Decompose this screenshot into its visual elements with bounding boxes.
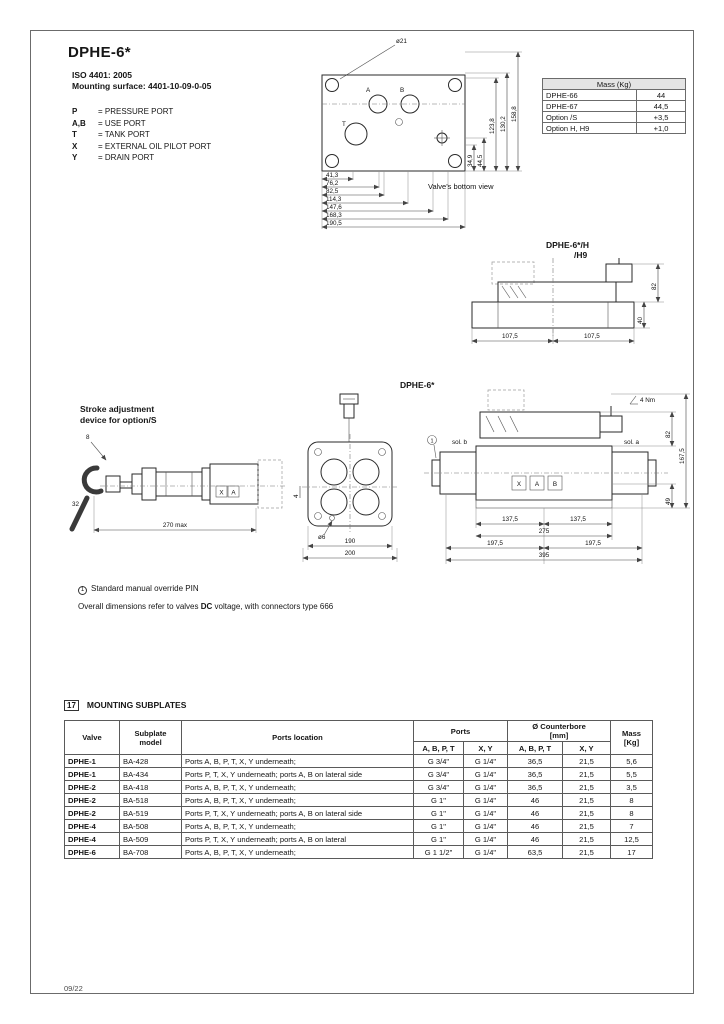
cell: DPHE-1	[65, 768, 120, 781]
col-valve: Valve	[65, 721, 120, 755]
table-row	[65, 781, 653, 794]
cell: G 1 1/2"	[414, 846, 464, 859]
cell: 17	[611, 846, 653, 859]
ports-legend	[72, 106, 211, 164]
cell: G 1/4"	[464, 833, 508, 846]
dim-label: 158,8	[511, 106, 518, 122]
stroke-title-line1: Stroke adjustment	[80, 404, 155, 414]
port-desc: = USE PORT	[98, 118, 146, 128]
cell: 21,5	[563, 820, 611, 833]
dim-label: 40	[637, 316, 644, 324]
dim-label: 82,5	[326, 188, 339, 195]
cell: DPHE-4	[65, 820, 120, 833]
cell: 3,5	[611, 781, 653, 794]
h-version-line1: DPHE-6*/H	[546, 240, 589, 250]
cell: 63,5	[508, 846, 563, 859]
cell: Ports P, T, X, Y underneath; ports A, B on lateral side	[182, 768, 414, 781]
port-code: P	[72, 107, 78, 116]
cell: G 3/4"	[414, 768, 464, 781]
solenoid-b-label: sol. b	[452, 439, 468, 446]
note-text: Overall dimensions refer to valves	[78, 602, 201, 611]
cell: 21,5	[563, 846, 611, 859]
col-subplate: Subplate model	[120, 721, 182, 755]
cell: BA-508	[120, 820, 182, 833]
cell: DPHE-6	[65, 846, 120, 859]
cell: 7	[611, 820, 653, 833]
table-header-row	[65, 721, 653, 742]
cell: 46	[508, 794, 563, 807]
col-xy: X, Y	[563, 742, 611, 755]
port-label: B	[552, 481, 558, 488]
legend-item	[72, 141, 211, 153]
dim-label: ø6	[318, 534, 326, 541]
note-override	[78, 584, 199, 595]
cell: G 1"	[414, 794, 464, 807]
cell: BA-418	[120, 781, 182, 794]
cell: Ports A, B, P, T, X, Y underneath;	[182, 755, 414, 768]
port-code: X	[72, 141, 78, 151]
cell: G 1/4"	[464, 807, 508, 820]
dim-label: 137,5	[502, 516, 518, 523]
dim-label: 107,5	[584, 333, 600, 340]
main-drawing-label: DPHE-6*	[400, 380, 435, 390]
front-view-drawing	[288, 390, 418, 568]
cell: DPHE-4	[65, 833, 120, 846]
dim-label: 275	[538, 528, 550, 535]
cell: G 3/4"	[414, 781, 464, 794]
cell: 36,5	[508, 781, 563, 794]
cell: 8	[611, 807, 653, 820]
cell: BA-434	[120, 768, 182, 781]
mounting-surface: Mounting surface: 4401-10-09-0-05	[72, 81, 212, 91]
cell: 46	[508, 820, 563, 833]
dim-label: 147,6	[326, 204, 342, 211]
dim-label: 123,8	[489, 118, 496, 134]
table-row	[543, 123, 686, 134]
col-abpt: A, B, P, T	[414, 742, 464, 755]
dim-label: 130,2	[500, 116, 507, 132]
note-marker: 1	[78, 586, 87, 595]
stroke-device-drawing	[70, 430, 290, 548]
note-text: Standard manual override PIN	[91, 584, 199, 593]
cell: Ports A, B, P, T, X, Y underneath;	[182, 794, 414, 807]
cell: Option /S	[543, 112, 637, 123]
dim-label: 107,5	[502, 333, 518, 340]
dim-label: 44,5	[477, 154, 484, 167]
section-title: MOUNTING SUBPLATES	[86, 700, 187, 710]
note-text: voltage, with connectors type 666	[212, 602, 334, 611]
port-desc: = TANK PORT	[98, 130, 150, 139]
legend-item	[72, 152, 211, 164]
cell: DPHE-67	[543, 101, 637, 112]
cell: 46	[508, 807, 563, 820]
table-row	[543, 79, 686, 90]
section-number: 17	[64, 700, 79, 711]
table-row	[65, 833, 653, 846]
port-label: A	[366, 87, 371, 94]
cell: Ports P, T, X, Y underneath; ports A, B on lateral side	[182, 807, 414, 820]
legend-item	[72, 118, 211, 130]
port-label: A	[231, 489, 236, 497]
cell: G 1/4"	[464, 768, 508, 781]
cell: BA-428	[120, 755, 182, 768]
cell: 21,5	[563, 833, 611, 846]
cell: 21,5	[563, 781, 611, 794]
cell: BA-708	[120, 846, 182, 859]
dim-label: 395	[538, 552, 550, 559]
h-version-drawing	[458, 256, 688, 374]
bottom-view-caption: Valve's bottom view	[428, 182, 494, 191]
cell: 21,5	[563, 794, 611, 807]
dim-label: 137,5	[570, 516, 586, 523]
port-desc: = PRESSURE PORT	[98, 107, 174, 116]
note-dimensions	[78, 602, 333, 611]
table-row	[65, 807, 653, 820]
dim-label: 76,2	[326, 180, 339, 187]
legend-item	[72, 106, 211, 118]
dim-label: 197,5	[585, 540, 601, 547]
cell: 21,5	[563, 807, 611, 820]
table-row	[543, 90, 686, 101]
port-code: Y	[72, 153, 78, 162]
col-ports-location: Ports location	[182, 721, 414, 755]
cell: G 1/4"	[464, 755, 508, 768]
cell: 5,6	[611, 755, 653, 768]
cell: 8	[611, 794, 653, 807]
cell: Ports A, B, P, T, X, Y underneath;	[182, 820, 414, 833]
table-row	[65, 794, 653, 807]
col-counterbore: Ø Counterbore [mm]	[508, 721, 611, 742]
table-row	[543, 112, 686, 123]
cell: 44,5	[637, 101, 686, 112]
legend-item	[72, 129, 211, 141]
cell: G 1"	[414, 833, 464, 846]
cell: G 1/4"	[464, 781, 508, 794]
cell: 46	[508, 833, 563, 846]
port-label: X	[219, 489, 224, 497]
dim-label: 82	[651, 282, 658, 290]
cell: BA-518	[120, 794, 182, 807]
cell: G 1"	[414, 807, 464, 820]
cell: DPHE-2	[65, 807, 120, 820]
cell: Ports A, B, P, T, X, Y underneath;	[182, 846, 414, 859]
cell: 21,5	[563, 755, 611, 768]
port-desc: = EXTERNAL OIL PILOT PORT	[98, 141, 212, 151]
cell: 5,5	[611, 768, 653, 781]
cell: G 1/4"	[464, 820, 508, 833]
cell: G 1/4"	[464, 846, 508, 859]
stroke-device-title	[80, 404, 157, 426]
port-label: T	[342, 121, 346, 128]
table-row	[65, 846, 653, 859]
port-code: A,B	[72, 118, 86, 128]
cell: 12,5	[611, 833, 653, 846]
solenoid-a-label: sol. a	[624, 439, 640, 446]
dim-label: 114,3	[326, 196, 342, 203]
table-row	[65, 820, 653, 833]
cell: G 3/4"	[414, 755, 464, 768]
table-row	[65, 768, 653, 781]
col-mass: Mass [Kg]	[611, 721, 653, 755]
cell: Ports P, T, X, Y underneath; ports A, B on lateral	[182, 833, 414, 846]
table-row	[65, 755, 653, 768]
cell: +3,5	[637, 112, 686, 123]
cell: 36,5	[508, 755, 563, 768]
cell: 44	[637, 90, 686, 101]
stroke-title-line2: device for option/S	[80, 415, 157, 425]
dim-label: 34,9	[467, 154, 474, 167]
port-code: T	[72, 130, 77, 139]
dim-label: 4	[293, 494, 300, 498]
cell: DPHE-66	[543, 90, 637, 101]
port-desc: = DRAIN PORT	[98, 153, 155, 162]
dim-label: 190	[344, 538, 356, 545]
mass-table	[542, 78, 686, 134]
dim-label: 197,5	[487, 540, 503, 547]
page-title: DPHE-6*	[68, 44, 131, 61]
cell: DPHE-2	[65, 781, 120, 794]
cell: BA-509	[120, 833, 182, 846]
h-version-line2: /H9	[574, 250, 588, 260]
dim-label: 168,3	[326, 212, 342, 219]
cell: DPHE-1	[65, 755, 120, 768]
override-marker: 1	[430, 438, 434, 445]
col-abpt: A, B, P, T	[508, 742, 563, 755]
mass-table-title: Mass (Kg)	[543, 79, 686, 90]
cell: +1,0	[637, 123, 686, 134]
dim-label: 82	[665, 430, 672, 438]
page-footer: 09/22	[64, 984, 83, 993]
dim-label: 200	[344, 550, 356, 557]
cell: 21,5	[563, 768, 611, 781]
side-view-drawing	[424, 388, 696, 576]
dim-label: 167,5	[679, 448, 686, 464]
dim-label: 49	[665, 497, 672, 505]
section-header	[64, 700, 186, 711]
col-ports: Ports	[414, 721, 508, 742]
dim-label: 41,3	[326, 172, 339, 179]
col-xy: X, Y	[464, 742, 508, 755]
dim-label: 32	[72, 501, 80, 508]
cell: G 1/4"	[464, 794, 508, 807]
dim-label: 190,5	[326, 220, 342, 227]
cell: Ports A, B, P, T, X, Y underneath;	[182, 781, 414, 794]
bottom-view-drawing	[296, 34, 548, 242]
port-label: B	[400, 87, 405, 94]
iso-standard: ISO 4401: 2005	[72, 70, 133, 80]
port-label: X	[516, 481, 522, 488]
dim-label: 8	[86, 434, 90, 441]
cell: DPHE-2	[65, 794, 120, 807]
port-label: A	[534, 481, 540, 488]
cell: BA-519	[120, 807, 182, 820]
cell: 36,5	[508, 768, 563, 781]
dim-label: 270 max	[162, 522, 188, 529]
subplates-table	[64, 720, 653, 859]
note-dc: DC	[200, 602, 213, 611]
cell: G 1"	[414, 820, 464, 833]
dim-label: ø21	[396, 38, 407, 45]
cell: Option H, H9	[543, 123, 637, 134]
torque-label: 4 Nm	[640, 397, 656, 404]
table-row	[543, 101, 686, 112]
